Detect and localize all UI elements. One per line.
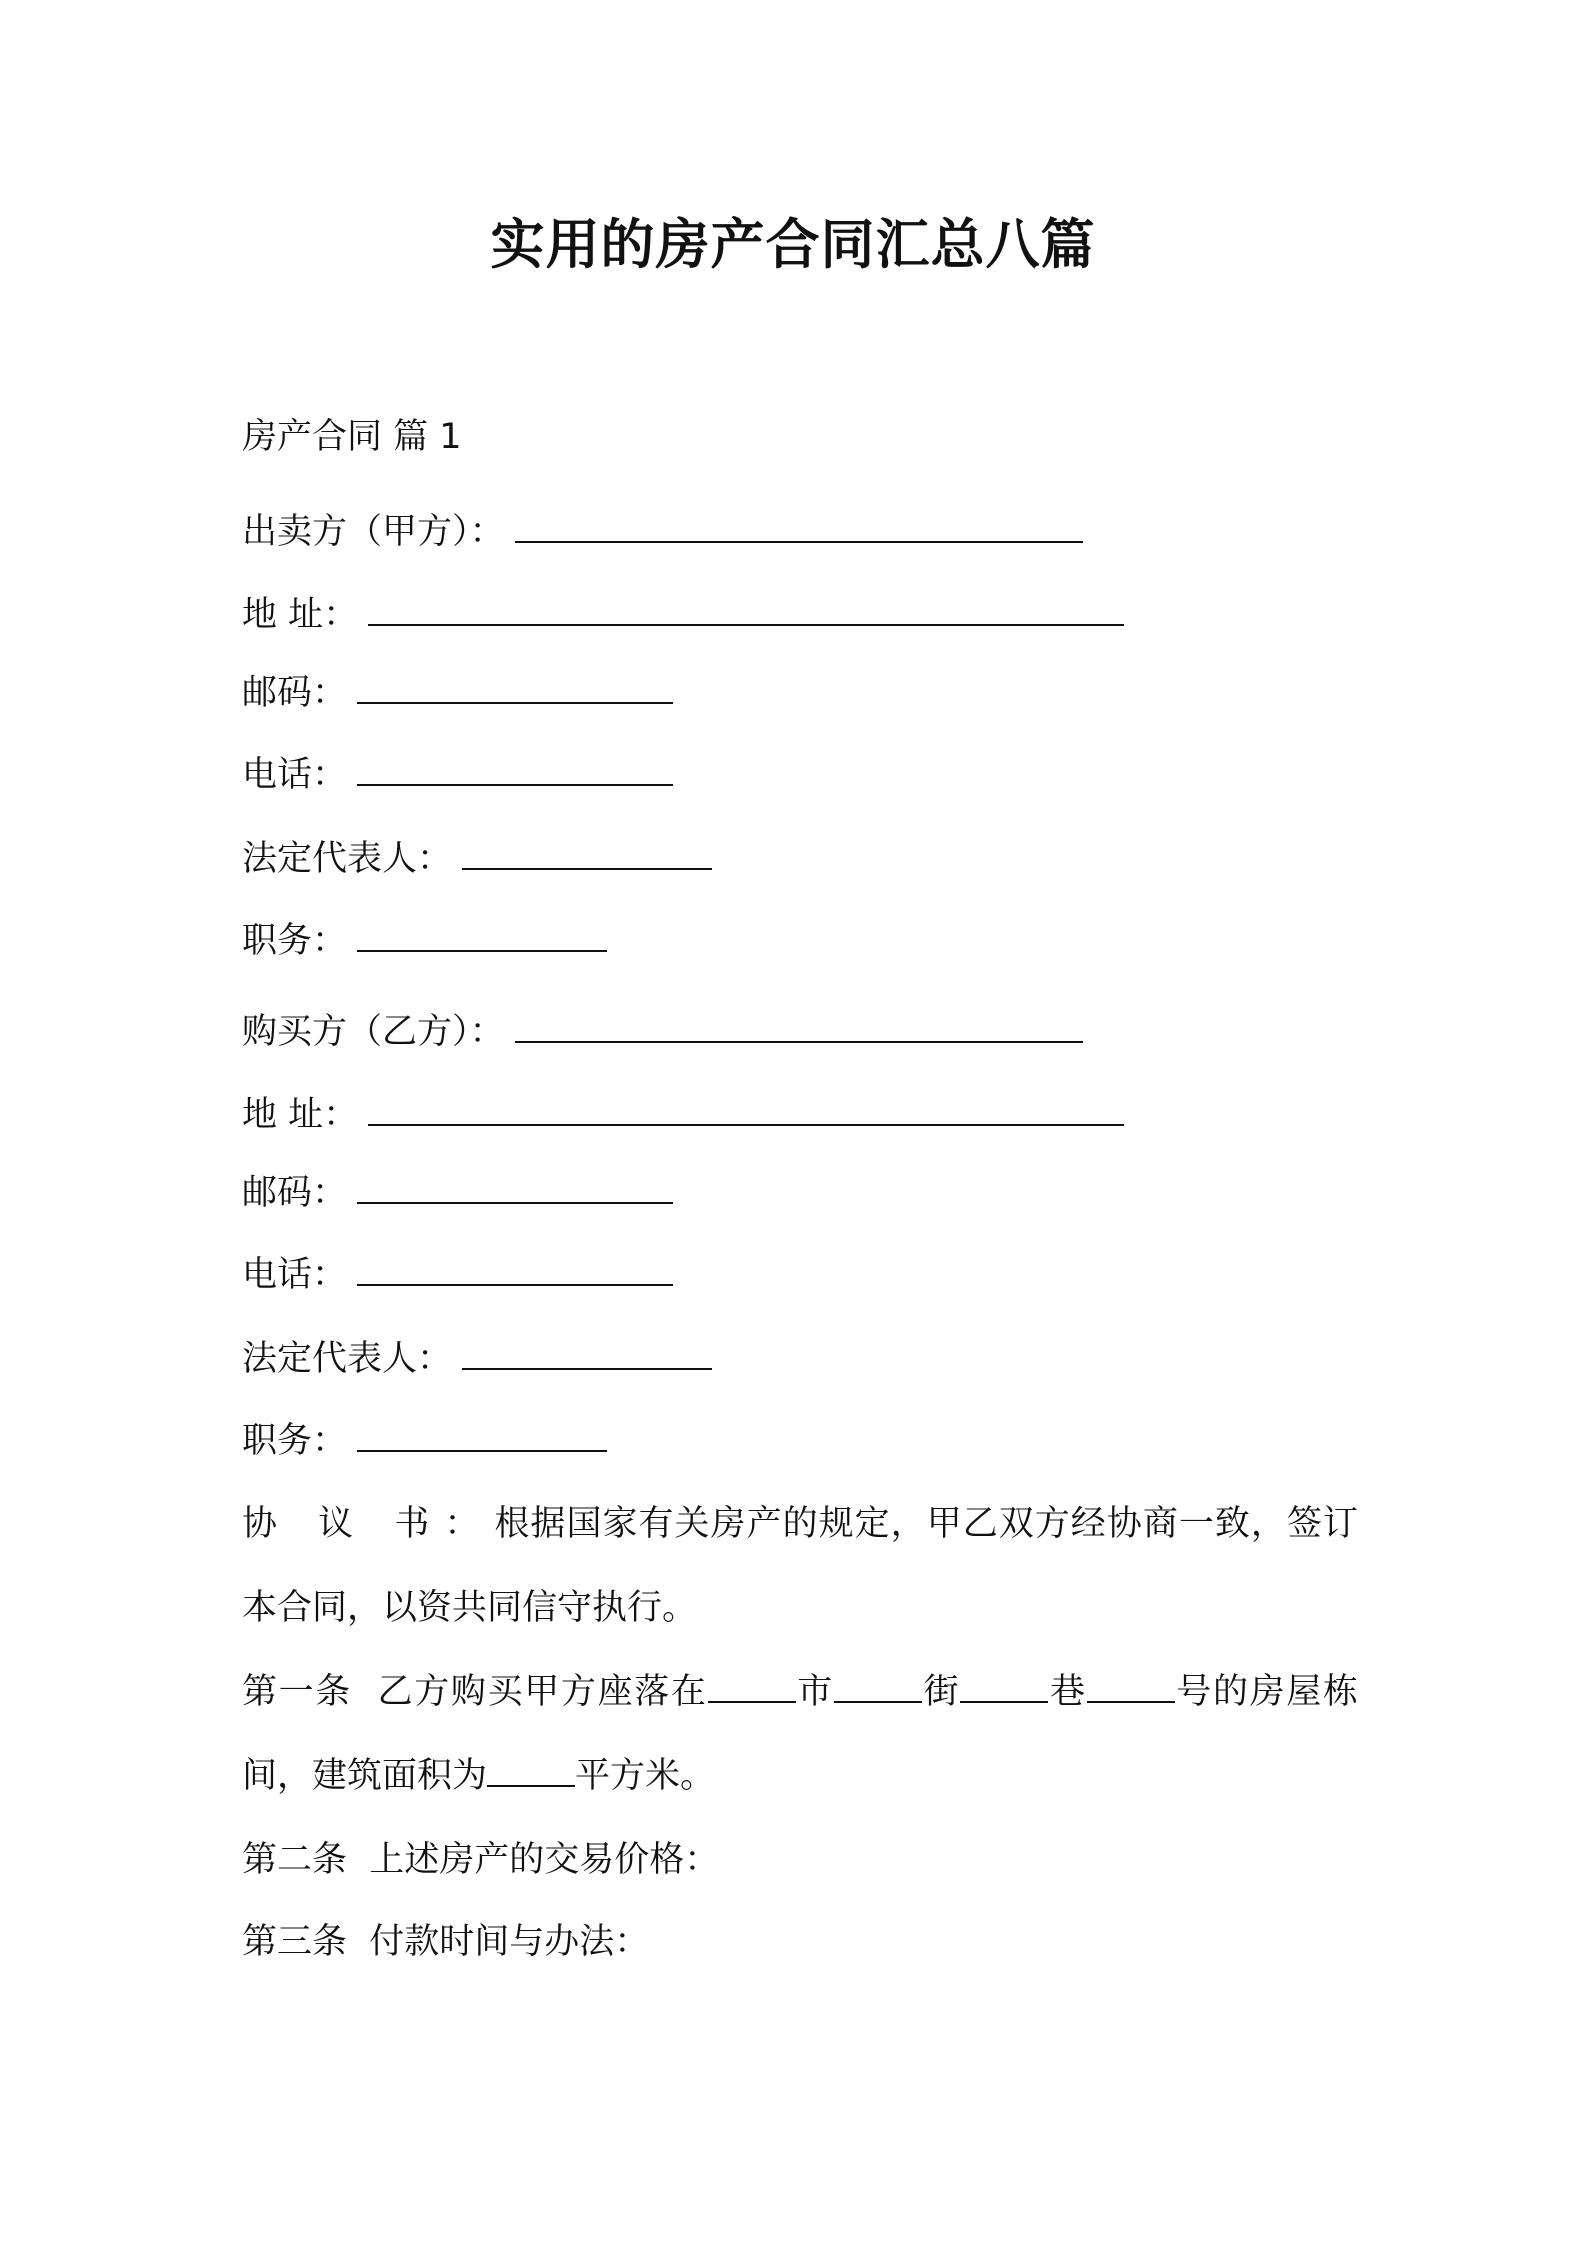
buyer-rep-label: 法定代表人： [242,1339,453,1379]
document-title: 实用的房产合同汇总八篇 [490,213,1096,276]
buyer-phone-label: 电话： [242,1255,348,1295]
seller-position-label: 职务： [242,921,348,961]
seller-zip-label: 邮码： [242,673,348,713]
agreement-text: 根据国家有关房产的规定，甲乙双方经协商一致，签订本合同，以资共同信守执行。 [242,1504,1358,1628]
buyer-party-row [242,1005,1083,1056]
article-1-street: 街 [921,1672,961,1712]
buyer-address-label: 地 址： [242,1095,359,1135]
article-1-number: 号的房屋栋 间，建筑面积为 [242,1672,1358,1796]
seller-party-blank [515,505,1083,543]
article-3-row [242,1918,649,1966]
seller-rep-blank [462,832,712,870]
article-1-lane: 巷 [1048,1672,1087,1712]
buyer-phone-row [242,1248,673,1299]
seller-address-blank [368,588,1124,626]
seller-address-label: 地 址： [242,595,359,635]
buyer-rep-row [242,1332,712,1383]
seller-rep-label: 法定代表人： [242,839,453,879]
article-2-row [242,1836,719,1884]
agreement-label: 协 议 书： [242,1504,495,1544]
article-2-label: 第二条 [242,1840,348,1880]
seller-phone-label: 电话： [242,755,348,795]
agreement-paragraph [242,1482,1358,1650]
article-1-text-a: 乙方购买甲方座落在 [377,1672,708,1712]
article-1-paragraph [242,1650,1358,1818]
article-1-city: 市 [795,1672,834,1712]
buyer-address-blank [368,1088,1124,1126]
city-blank [708,1667,796,1703]
article-3-label: 第三条 [242,1922,348,1962]
buyer-phone-blank [357,1248,673,1286]
seller-position-blank [357,914,607,952]
buyer-zip-label: 邮码： [242,1173,348,1213]
article-2-text: 上述房产的交易价格： [369,1840,720,1880]
article-1-label: 第一条 [242,1672,352,1712]
seller-party-row [242,505,1083,556]
article-1-end: 平方米。 [575,1756,716,1796]
seller-position-row [242,914,607,965]
section-heading: 房产合同 篇 1 [242,417,462,457]
buyer-position-blank [357,1414,607,1452]
seller-rep-row [242,832,712,883]
area-blank [487,1751,575,1787]
buyer-rep-blank [462,1332,712,1370]
seller-address-row [242,588,1124,639]
seller-phone-row [242,748,673,799]
buyer-party-label: 购买方（乙方）： [242,1012,505,1052]
seller-phone-blank [357,748,673,786]
buyer-zip-row [242,1166,673,1217]
lane-blank [960,1667,1048,1703]
article-3-text: 付款时间与办法： [369,1922,650,1962]
buyer-zip-blank [357,1166,673,1204]
buyer-position-row [242,1414,607,1465]
buyer-position-label: 职务： [242,1421,348,1461]
buyer-address-row [242,1088,1124,1139]
seller-party-label: 出卖方（甲方）： [242,512,505,552]
buyer-party-blank [515,1005,1083,1043]
seller-zip-row [242,666,673,717]
number-blank [1087,1667,1175,1703]
seller-zip-blank [357,666,673,704]
street-blank [834,1667,922,1703]
